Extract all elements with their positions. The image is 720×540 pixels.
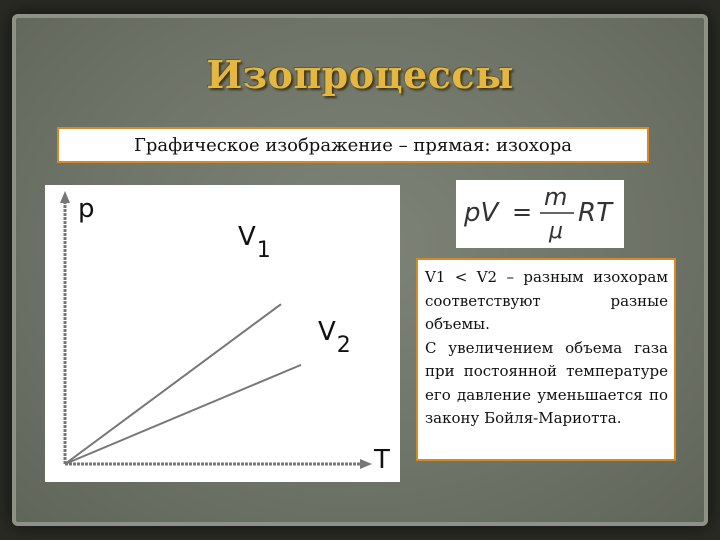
isochore-line-v2 [65, 365, 301, 464]
series-label-v1: $V_1$ [238, 222, 271, 263]
description-paragraph-1: V1 < V2 – разным изохорам соответствуют разные объемы. [425, 268, 668, 333]
slide-title: Изопроцессы [206, 52, 514, 97]
p-axis-label: p [78, 194, 95, 224]
p-axis-arrow [60, 191, 70, 203]
t-axis-label: T [374, 445, 390, 475]
graph-svg [45, 185, 400, 482]
subtitle-box [57, 127, 649, 163]
formula-rhs: RT [578, 198, 612, 228]
t-axis-arrow [360, 459, 372, 469]
series-label-v2: $V_2$ [318, 317, 351, 358]
description-paragraph-2: С увеличением объема газа при постоянной температуре его давление уменьшается по закону Бойля-Мариотта. [425, 338, 668, 427]
description-box [416, 258, 676, 461]
formula-box [456, 180, 624, 248]
isochore-graph [45, 185, 400, 482]
formula-numerator: m [544, 183, 568, 211]
formula-denominator: μ [549, 219, 563, 244]
isochore-line-v1 [65, 304, 281, 464]
formula-equals: = [512, 198, 533, 226]
formula-svg [456, 180, 624, 248]
series-layer [65, 222, 351, 464]
formula-lhs: pV [464, 198, 499, 228]
subtitle-text: Графическое изображение – прямая: изохора [133, 134, 573, 156]
